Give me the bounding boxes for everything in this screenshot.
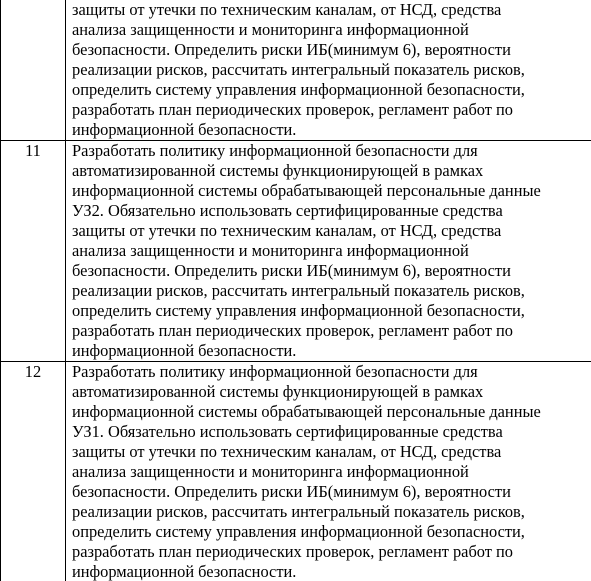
task-description-cell <box>66 362 591 581</box>
task-description-cell <box>66 141 591 362</box>
task-text-line: анализа защищенности и мониторинга информационной <box>72 241 469 260</box>
task-text-line: защиты от утечки по техническим каналам, от НСД, средства <box>72 442 502 461</box>
task-text-line: реализации рисков, рассчитать интегральный показатель рисков, <box>72 60 525 79</box>
row-number: 12 <box>24 362 42 381</box>
task-text-line: УЗ1. Обязательно использовать сертифицированные средства <box>72 422 503 441</box>
task-text-line: информационной системы обрабатывающей персональные данные <box>72 402 541 421</box>
task-text-line: разработать план периодических проверок, регламент работ по <box>72 542 513 561</box>
row-number-cell <box>1 0 66 141</box>
task-text-line: информационной безопасности. <box>72 341 297 360</box>
task-text-line: реализации рисков, рассчитать интегральный показатель рисков, <box>72 281 525 300</box>
row-number-cell <box>1 362 66 581</box>
task-description-cell <box>66 0 591 141</box>
table-row <box>1 0 591 141</box>
task-text-line: безопасности. Определить риски ИБ(минимум 6), вероятности <box>72 261 511 280</box>
task-text-line: автоматизированной системы функционирующей в рамках <box>72 382 484 401</box>
task-text-line: анализа защищенности и мониторинга информационной <box>72 20 469 39</box>
task-text-line: определить систему управления информационной безопасности, <box>72 301 525 320</box>
task-text-line: анализа защищенности и мониторинга информационной <box>72 462 469 481</box>
task-text-line: реализации рисков, рассчитать интегральный показатель рисков, <box>72 502 525 521</box>
table-row <box>1 362 591 581</box>
task-text-line: информационной безопасности. <box>72 562 297 581</box>
task-text-line: определить систему управления информационной безопасности, <box>72 80 525 99</box>
row-number: 11 <box>25 141 41 160</box>
task-text-line: безопасности. Определить риски ИБ(минимум 6), вероятности <box>72 482 511 501</box>
task-text-line: разработать план периодических проверок, регламент работ по <box>72 100 513 119</box>
task-text-line: разработать план периодических проверок, регламент работ по <box>72 321 513 340</box>
task-text-line: информационной системы обрабатывающей персональные данные <box>72 181 541 200</box>
task-text-line: защиты от утечки по техническим каналам, от НСД, средства <box>72 221 502 240</box>
task-text-line: УЗ2. Обязательно использовать сертифицированные средства <box>72 201 503 220</box>
task-text-line: информационной безопасности. <box>72 120 297 139</box>
task-text-line: Разработать политику информационной безопасности для <box>72 362 478 381</box>
task-text-line: защиты от утечки по техническим каналам, от НСД, средства <box>72 0 502 19</box>
row-number-cell <box>1 141 66 362</box>
table-row <box>1 141 591 362</box>
task-text-line: Разработать политику информационной безопасности для <box>72 141 478 160</box>
task-text-line: определить систему управления информационной безопасности, <box>72 522 525 541</box>
task-text-line: автоматизированной системы функционирующей в рамках <box>72 161 484 180</box>
task-text-line: безопасности. Определить риски ИБ(минимум 6), вероятности <box>72 40 511 59</box>
